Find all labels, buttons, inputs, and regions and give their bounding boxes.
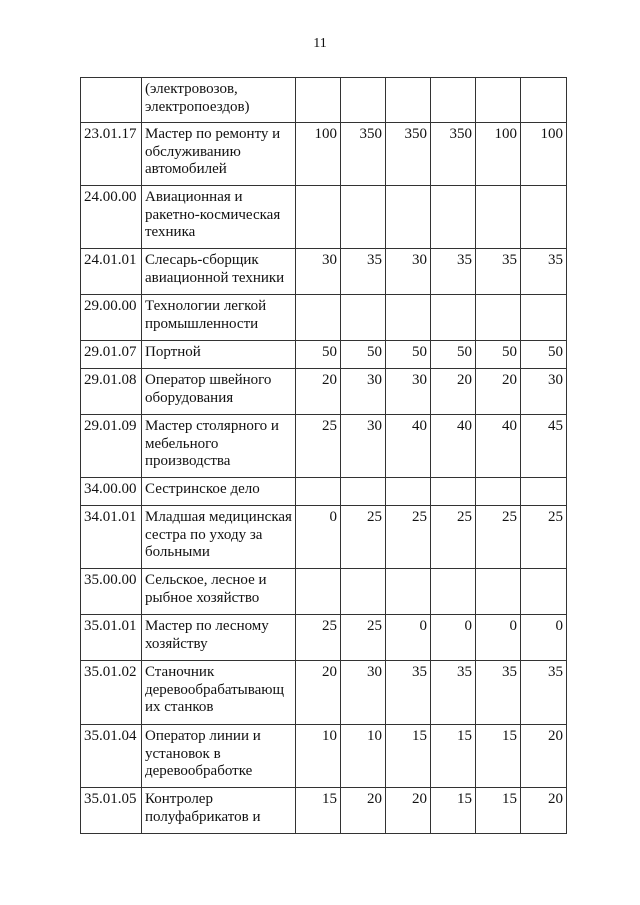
row-code: 29.01.08 [81, 369, 142, 415]
row-value: 25 [476, 506, 521, 569]
row-value: 25 [521, 506, 567, 569]
row-value: 50 [296, 341, 341, 369]
table-row [81, 369, 567, 415]
row-value: 0 [386, 615, 431, 661]
row-value [521, 295, 567, 341]
row-value: 35 [431, 661, 476, 725]
row-name: Авиационная и ракетно-космическая техника [142, 186, 296, 249]
row-value [521, 186, 567, 249]
row-code: 35.01.02 [81, 661, 142, 725]
row-value: 0 [431, 615, 476, 661]
row-value: 30 [386, 249, 431, 295]
row-name: Оператор линии и установок в деревообработке [142, 725, 296, 788]
row-value [341, 78, 386, 123]
row-name: Сельское, лесное и рыбное хозяйство [142, 569, 296, 615]
row-name: Мастер столярного и мебельного производства [142, 415, 296, 478]
row-value: 100 [476, 123, 521, 186]
row-value: 20 [296, 661, 341, 725]
table-row [81, 341, 567, 369]
row-name: Сестринское дело [142, 478, 296, 506]
row-name: Контролер полуфабрикатов и [142, 788, 296, 834]
row-value: 30 [341, 415, 386, 478]
row-value [521, 78, 567, 123]
table-row [81, 725, 567, 788]
row-name: Технологии легкой промышленности [142, 295, 296, 341]
row-value: 35 [386, 661, 431, 725]
row-value [386, 478, 431, 506]
row-code: 29.01.07 [81, 341, 142, 369]
row-value: 30 [296, 249, 341, 295]
table-row [81, 506, 567, 569]
row-code: 35.01.01 [81, 615, 142, 661]
row-name: Портной [142, 341, 296, 369]
row-value [296, 569, 341, 615]
table-row [81, 615, 567, 661]
row-value: 25 [296, 415, 341, 478]
table-row [81, 295, 567, 341]
row-value [521, 478, 567, 506]
programs-table [80, 77, 567, 834]
table-row [81, 78, 567, 123]
row-value: 25 [341, 506, 386, 569]
row-value [386, 186, 431, 249]
table-row [81, 249, 567, 295]
row-value: 30 [341, 369, 386, 415]
row-value: 100 [521, 123, 567, 186]
row-value [476, 78, 521, 123]
row-name: Слесарь-сборщик авиационной техники [142, 249, 296, 295]
row-value: 20 [476, 369, 521, 415]
row-name: Младшая медицинская сестра по уходу за больными [142, 506, 296, 569]
row-value: 20 [341, 788, 386, 834]
row-value [386, 569, 431, 615]
row-value [296, 295, 341, 341]
row-code [81, 78, 142, 123]
row-value [296, 186, 341, 249]
row-value [431, 569, 476, 615]
row-value: 0 [521, 615, 567, 661]
row-value: 50 [431, 341, 476, 369]
row-value: 40 [386, 415, 431, 478]
row-value [341, 186, 386, 249]
row-value: 30 [341, 661, 386, 725]
row-value [386, 295, 431, 341]
row-value: 40 [431, 415, 476, 478]
row-code: 35.01.04 [81, 725, 142, 788]
row-value: 25 [386, 506, 431, 569]
row-value: 15 [386, 725, 431, 788]
row-value: 10 [341, 725, 386, 788]
table-row [81, 569, 567, 615]
table-row [81, 415, 567, 478]
row-value [431, 478, 476, 506]
row-value: 15 [476, 788, 521, 834]
row-value: 0 [296, 506, 341, 569]
row-value [431, 295, 476, 341]
row-value: 25 [296, 615, 341, 661]
table-row [81, 788, 567, 834]
row-value: 40 [476, 415, 521, 478]
row-value: 10 [296, 725, 341, 788]
row-value: 0 [476, 615, 521, 661]
row-code: 24.00.00 [81, 186, 142, 249]
row-value: 15 [431, 788, 476, 834]
row-value [431, 186, 476, 249]
row-value: 30 [521, 369, 567, 415]
row-value: 35 [521, 249, 567, 295]
row-value: 50 [476, 341, 521, 369]
table-row [81, 478, 567, 506]
row-value: 20 [386, 788, 431, 834]
row-value: 350 [431, 123, 476, 186]
row-value [521, 569, 567, 615]
row-value: 20 [521, 725, 567, 788]
row-code: 24.01.01 [81, 249, 142, 295]
row-value: 35 [476, 661, 521, 725]
row-name: Оператор швейного оборудования [142, 369, 296, 415]
row-value: 25 [431, 506, 476, 569]
row-value: 35 [521, 661, 567, 725]
row-value [431, 78, 476, 123]
row-code: 29.00.00 [81, 295, 142, 341]
row-name: Станочник деревообрабатывающ их станков [142, 661, 296, 725]
row-value: 15 [476, 725, 521, 788]
row-code: 34.00.00 [81, 478, 142, 506]
row-value: 50 [386, 341, 431, 369]
row-value: 45 [521, 415, 567, 478]
row-code: 35.01.05 [81, 788, 142, 834]
row-value [476, 569, 521, 615]
row-value [296, 78, 341, 123]
row-value [341, 478, 386, 506]
row-value: 25 [341, 615, 386, 661]
row-value: 100 [296, 123, 341, 186]
row-value: 20 [521, 788, 567, 834]
row-value: 35 [341, 249, 386, 295]
row-value: 50 [521, 341, 567, 369]
row-value: 20 [296, 369, 341, 415]
row-value [296, 478, 341, 506]
row-value: 20 [431, 369, 476, 415]
row-value: 30 [386, 369, 431, 415]
row-value: 35 [431, 249, 476, 295]
row-value: 50 [341, 341, 386, 369]
row-code: 23.01.17 [81, 123, 142, 186]
row-code: 29.01.09 [81, 415, 142, 478]
row-value: 15 [296, 788, 341, 834]
row-name: Мастер по лесному хозяйству [142, 615, 296, 661]
table-row [81, 186, 567, 249]
row-value [341, 569, 386, 615]
row-code: 35.00.00 [81, 569, 142, 615]
row-name: Мастер по ремонту и обслуживанию автомобилей [142, 123, 296, 186]
row-value: 35 [476, 249, 521, 295]
table-row [81, 661, 567, 725]
page-number: 11 [313, 36, 327, 51]
row-code: 34.01.01 [81, 506, 142, 569]
row-value [341, 295, 386, 341]
row-value [476, 478, 521, 506]
row-value: 15 [431, 725, 476, 788]
row-name: (электровозов, электропоездов) [142, 78, 296, 123]
row-value [476, 186, 521, 249]
row-value: 350 [341, 123, 386, 186]
table-row [81, 123, 567, 186]
row-value: 350 [386, 123, 431, 186]
row-value [386, 78, 431, 123]
row-value [476, 295, 521, 341]
